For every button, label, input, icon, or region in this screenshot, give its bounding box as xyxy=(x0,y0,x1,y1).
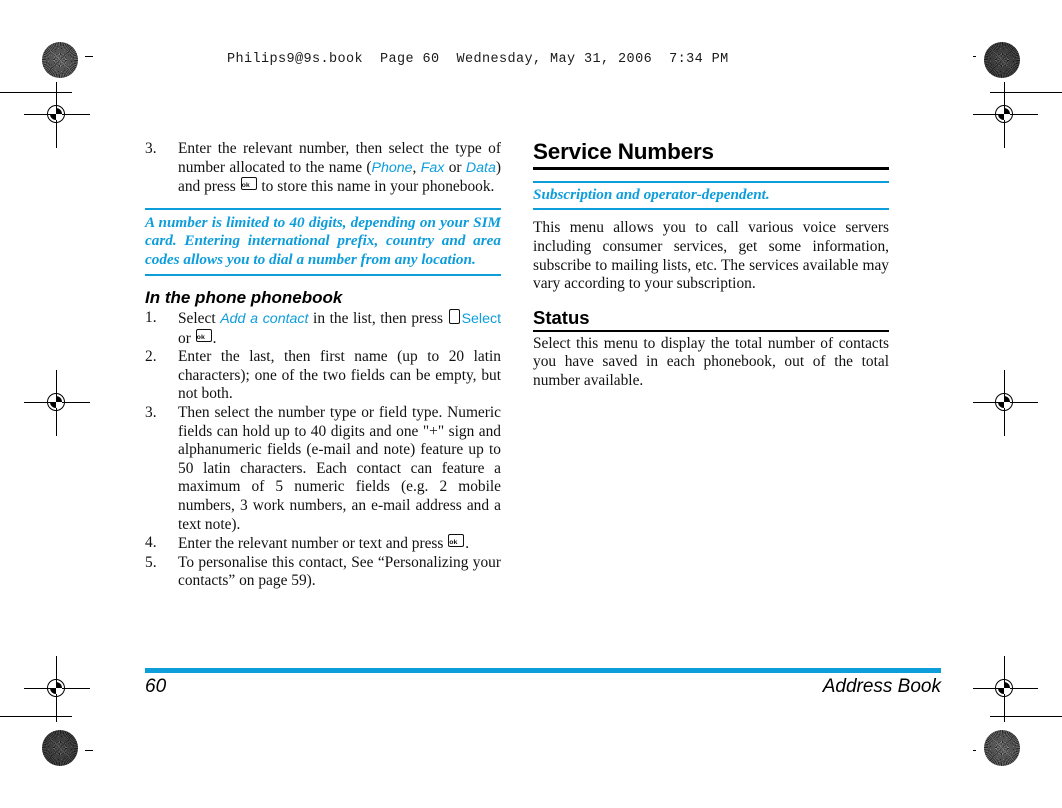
list-item-step-3 xyxy=(145,404,501,534)
section-name: Address Book xyxy=(822,676,941,697)
step-text-before: Enter the relevant number, then select the type of number allocated to the name ( xyxy=(178,140,501,176)
menu-name-add-a-contact: Add a contact xyxy=(220,311,309,327)
step-text-after-1: ) and press xyxy=(178,158,501,196)
status-heading-rule xyxy=(533,330,889,332)
menu-name-fax: Fax xyxy=(420,159,445,176)
step-number: 3. xyxy=(145,403,157,421)
step-text-end: . xyxy=(465,535,470,553)
step-number: 4. xyxy=(145,534,157,552)
left-column xyxy=(145,140,501,591)
right-column xyxy=(533,140,889,391)
heading-service-numbers: Service Numbers xyxy=(533,139,714,164)
menu-name-data: Data xyxy=(465,159,496,176)
list-item-step-3-top xyxy=(145,140,501,197)
registration-target-lower-right-outer xyxy=(988,672,1022,706)
ok-key-icon xyxy=(196,329,212,342)
step-text-mid: in the list, then press xyxy=(308,310,448,327)
ok-key-icon xyxy=(241,177,257,190)
heading-status: Status xyxy=(533,306,590,328)
note-block-subscription-dependent: Subscription and operator-dependent. xyxy=(533,181,889,210)
registration-rosette-bottom-right xyxy=(984,730,1020,766)
registration-target-middle-left xyxy=(40,386,74,420)
step-number: 3. xyxy=(145,140,157,157)
running-head-filename: Philips9@9s.book Page 60 Wednesday, May 31, 2006 7:34 PM xyxy=(227,52,729,67)
list-item-step-4 xyxy=(145,534,501,554)
trim-line-bottom-left-horizontal xyxy=(0,716,72,717)
step-text: Enter the last, then first name (up to 20 latin characters); one of the two fields can be empty, but not both. xyxy=(178,348,501,403)
registration-rosette-top-left xyxy=(42,42,78,78)
note-block-number-limit: A number is limited to 40 digits, depending on your SIM card. Entering international prefix, country and area codes allows you to dial a number from any location. xyxy=(145,208,501,276)
manual-page-sheet xyxy=(93,0,973,808)
step-text-after: or xyxy=(178,329,195,347)
menu-separator-1: , xyxy=(412,158,421,176)
list-item-step-5 xyxy=(145,554,501,591)
list-item-step-1 xyxy=(145,309,501,348)
heading-rule xyxy=(533,167,889,170)
page-footer xyxy=(145,676,941,706)
step-number: 5. xyxy=(145,553,157,571)
step-text xyxy=(178,309,501,348)
trim-line-bottom-right-horizontal xyxy=(990,716,1062,717)
registration-target-upper-left-outer xyxy=(40,98,74,132)
step-text-end: . xyxy=(212,329,217,347)
step-text-before: Enter the relevant number or text and press xyxy=(178,535,448,553)
step-text: Then select the number type or field type. Numeric fields can hold up to 40 digits and one "+" sign and alphanumeric fields (e-mail and note) feature up to 50 latin characters. Each contact can feature a maximum of 5 numeric fields (e.g. 2 mobile numbers, 3 work numbers, an e-mail address and a text note). xyxy=(178,403,501,533)
list-item-step-2 xyxy=(145,348,501,404)
softkey-label-select: Select xyxy=(461,311,502,327)
step-text xyxy=(178,534,501,554)
ok-key-icon xyxy=(448,534,464,547)
menu-separator-2: or xyxy=(444,158,466,176)
step-text xyxy=(178,140,501,197)
footer-rule xyxy=(145,668,941,673)
registration-target-upper-right-outer xyxy=(988,98,1022,132)
registration-rosette-bottom-left xyxy=(42,730,78,766)
step-text-after-2: to store this name in your phonebook. xyxy=(257,178,495,196)
step-text: To personalise this contact, See “Personalizing your contacts” on page 59). xyxy=(178,553,501,590)
step-number: 1. xyxy=(145,309,157,326)
registration-rosette-top-right xyxy=(984,42,1020,78)
trim-line-top-left-horizontal xyxy=(0,92,72,93)
registration-target-lower-left-outer xyxy=(40,672,74,706)
trim-line-top-right-horizontal xyxy=(990,92,1062,93)
step-number: 2. xyxy=(145,348,157,366)
registration-target-middle-right xyxy=(988,386,1022,420)
paragraph-status: Select this menu to display the total number of contacts you have saved in each phonebook, out of the total number available. xyxy=(533,334,889,389)
subheading-in-the-phone-phonebook: In the phone phonebook xyxy=(145,288,343,307)
paragraph-service-numbers: This menu allows you to call various voice servers including consumer services, get some information, subscribe to mailing lists, etc. The services available may vary according to your subscription. xyxy=(533,219,889,293)
soft-key-icon xyxy=(449,309,460,324)
menu-name-phone: Phone xyxy=(371,159,413,176)
page-number: 60 xyxy=(145,676,167,697)
step-text-before: Select xyxy=(178,310,221,327)
